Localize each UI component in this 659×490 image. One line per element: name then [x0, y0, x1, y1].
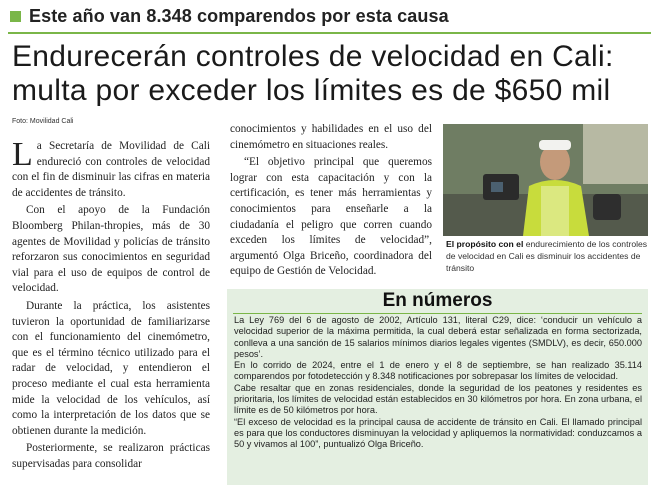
numbers-box-rule	[233, 313, 642, 314]
headline-line-2: multa por exceder los límites es de $650 mil	[12, 74, 611, 107]
photo-caption	[446, 238, 649, 274]
photo-illustration	[443, 124, 648, 236]
numbers-paragraph-1: La Ley 769 del 6 de agosto de 2002, Artículo 131, literal C29, dice: ‘conducir un vehículo a velocidad superior de la máxima permitida, la cual deberá estar señalizada en forma sectorizada, conlleva a una sanción de 15 salarios mínimos diarios legales vigentes (SMDLV), es decir, 650.000 pesos’.	[234, 315, 642, 359]
traffic-officer-radar-photo	[443, 124, 648, 236]
kicker-square-icon	[10, 11, 21, 22]
numbers-paragraph-3: Cabe resaltar que en zonas residenciales, donde la seguridad de los peatones y residentes es prioritaria, los límites de velocidad están establecidos en 30 kilómetros por hora. En zona urbana, el límite es de 50 kilómetros por hora.	[234, 382, 642, 416]
paragraph-6: “El objetivo principal que queremos lograr con esta capacitación y con la certificación, es tener más herramientas y conocimientos para enseñarle a la ciudadanía el peligro que corren cuando exceden los límites de velocidad”, argumentó Olga Briceño, coordinadora del equipo de Gestión de Velocidad.	[230, 156, 432, 278]
numbers-box-body	[234, 315, 642, 451]
kicker-text: Este año van 8.348 comparendos por esta causa	[29, 5, 449, 26]
numbers-paragraph-2: En lo corrido de 2024, entre el 1 de enero y el 8 de septiembre, se han realizado 35.114 comparendos por fotodetección y 8.348 notificaciones por sobrepasar los límites de velocidad.	[234, 360, 642, 382]
caption-bold: El propósito con el	[446, 239, 524, 249]
article-column-2	[230, 122, 432, 282]
article-column-1	[12, 136, 210, 474]
paragraph-4: Posteriormente, se realizaron prácticas supervisadas para consolidar	[12, 442, 210, 470]
photo-credit: Foto: Movilidad Cali	[12, 118, 74, 125]
paragraph-5: conocimientos y habilidades en el uso del cinemómetro en situaciones reales.	[230, 123, 432, 151]
paragraph-2: Con el apoyo de la Fundación Bloomberg Philan-thropies, más de 30 agentes de Movilidad y policías de tránsito reforzaron sus conocimientos en seguridad vial para el uso de equipos de control de velocidad.	[12, 204, 210, 295]
numbers-paragraph-4: “El exceso de velocidad es la principal causa de accidente de tránsito en Cali. El llamado principal es para que los conductores disminuyan la velocidad y apliquemos la normatividad: conduzcamos a 50 y vivamos al 100”, puntualizó Olga Briceño.	[234, 416, 642, 450]
paragraph-1-text: a Secretaría de Movilidad de Cali endureció con controles de velocidad con el fin de disminuir las cifras en materia de accidentes de tránsito.	[12, 140, 210, 199]
headline-line-1: Endurecerán controles de velocidad en Cali:	[12, 40, 614, 73]
paragraph-1	[12, 136, 210, 201]
caption-text: endurecimiento de los controles de velocidad en Cali es disminuir los accidentes de tránsito	[446, 239, 648, 273]
headline	[12, 40, 652, 108]
numbers-box-title: En números	[382, 290, 493, 311]
kicker	[10, 5, 449, 27]
paragraph-3: Durante la práctica, los asistentes tuvieron la oportunidad de familiarizarse con el funcionamiento del cinemómetro, que es el término técnico utilizado para el radar de velocidad, y entendieron el proceso mediante el cual esta herramienta mide la velocidad de los vehículos, así como la interpretación de los datos que se obtienen durante la medición.	[12, 299, 210, 437]
dropcap: L	[12, 136, 33, 173]
numbers-box	[227, 289, 648, 485]
top-rule	[8, 32, 651, 34]
